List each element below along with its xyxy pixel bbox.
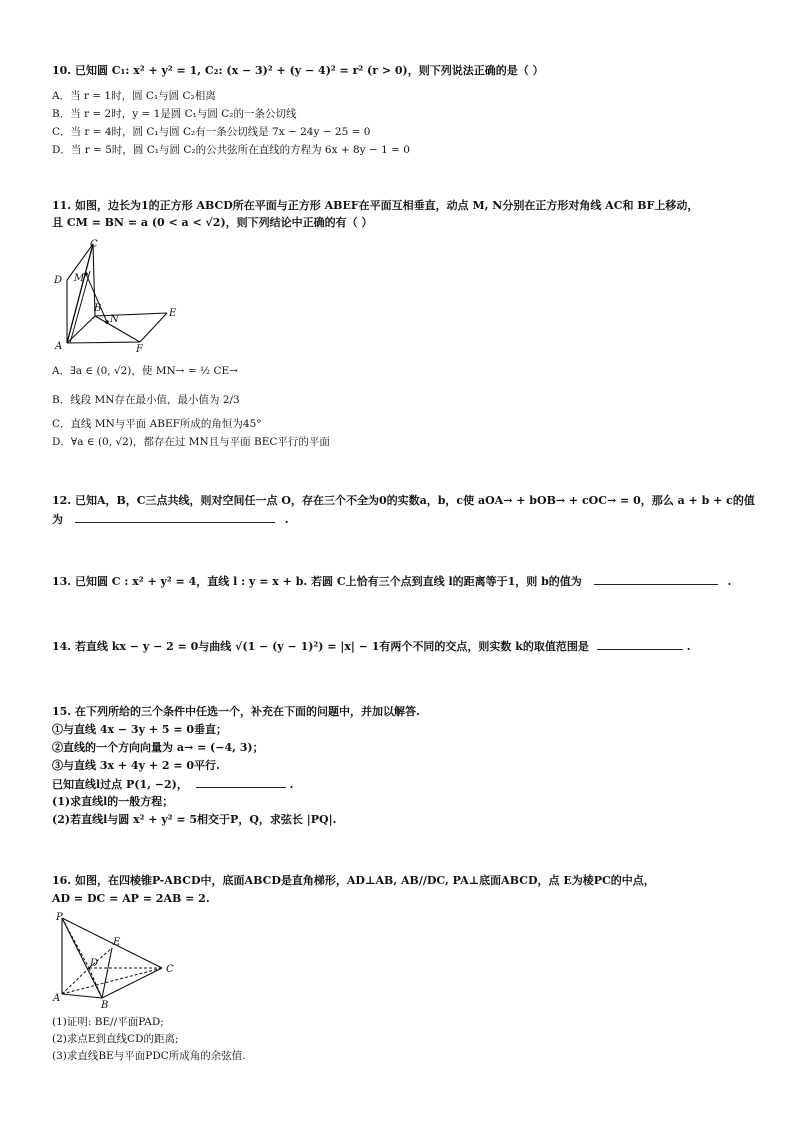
q12-prefix: 为 <box>52 513 63 526</box>
q11-diagonal-ac <box>67 244 93 343</box>
q11-segment-mn <box>86 274 107 322</box>
q12-suffix: . <box>284 513 289 526</box>
q11-figure <box>50 236 180 354</box>
q11-label-m: M <box>74 273 85 284</box>
q10-option-c: C．当 r = 4时，圆 C₁与圆 C₂有一条公切线是 7x − 24y − 25 = 0 <box>52 126 371 138</box>
q12-answer-blank[interactable] <box>75 510 275 523</box>
q16-edge-bc <box>102 968 162 998</box>
q16-label-c: C <box>166 964 174 975</box>
q11-stem-line1: 11. 如图，边长为1的正方形 ABCD所在平面与正方形 ABEF在平面互相垂直，动点 M, N分别在正方形对角线 AC和 BF上移动， <box>52 199 699 212</box>
q13-line <box>52 572 752 590</box>
q16-segment-be <box>102 948 112 998</box>
q16-label-e: E <box>113 937 121 948</box>
q15-given <box>52 775 752 793</box>
q10-stem: 10. 已知圆 C₁: x² + y² = 1, C₂: (x − 3)² + (y − 4)² = r² (r > 0)，则下列说法正确的是（ ） <box>52 64 544 77</box>
q11-label-a: A <box>55 341 63 352</box>
q11-point-n <box>105 320 109 324</box>
q13-suffix: . <box>727 575 732 588</box>
q15-sub-1: (1)求直线l的一般方程； <box>52 795 174 808</box>
q16-sub-2: (2)求点E到直线CD的距离; <box>52 1033 179 1045</box>
q16-sub-3: (3)求直线BE与平面PDC所成角的余弦值. <box>52 1050 246 1062</box>
q11-point-m <box>84 272 88 276</box>
q16-edge-ac <box>62 968 162 994</box>
q16-figure <box>52 910 184 1010</box>
q15-answer-blank[interactable] <box>196 775 286 788</box>
q15-condition-1: ①与直线 4x − 3y + 5 = 0垂直； <box>52 723 228 736</box>
q13-answer-blank[interactable] <box>594 572 718 585</box>
q14-text: 14. 若直线 kx − y − 2 = 0与曲线 √(1 − (y − 1)²) = |x| − 1有两个不同的交点，则实数 k的取值范围是 <box>52 640 589 653</box>
q16-edge-ab <box>62 994 102 998</box>
q11-label-b: B <box>94 303 102 314</box>
q12-line2 <box>52 510 752 528</box>
q11-label-c: C <box>90 239 98 250</box>
q16-label-a: A <box>53 993 61 1004</box>
q15-line1: 15. 在下列所给的三个条件中任选一个，补充在下面的问题中，并加以解答. <box>52 705 420 718</box>
q11-option-c: C．直线 MN与平面 ABEF所成的角恒为45° <box>52 418 262 430</box>
q14-line <box>52 637 752 655</box>
q16-label-p: P <box>56 912 63 923</box>
q11-label-e: E <box>169 308 177 319</box>
q11-edge-ef <box>140 313 167 342</box>
q10-option-b: B．当 r = 2时，y = 1是圆 C₁与圆 C₂的一条公切线 <box>52 108 297 120</box>
q11-label-f: F <box>136 344 143 354</box>
q16-edge-pc <box>62 918 162 968</box>
q11-option-a: A．∃a ∈ (0, √2)，使 MN→ = ½ CE→ <box>52 365 238 377</box>
q11-edge-af <box>67 342 140 343</box>
q12-line1: 12. 已知A，B，C三点共线，则对空间任一点 O，存在三个不全为0的实数a，b，c使 aOA→ + bOB→ + cOC→ = 0，那么 a + b + c的值 <box>52 494 755 507</box>
q11-label-n: N <box>110 314 119 325</box>
q15-sub-2: (2)若直线l与圆 x² + y² = 5相交于P，Q，求弦长 |PQ|. <box>52 813 337 826</box>
q15-condition-3: ③与直线 3x + 4y + 2 = 0平行. <box>52 759 220 772</box>
q16-edge-ad <box>62 968 89 994</box>
q11-option-d: D．∀a ∈ (0, √2)，都存在过 MN且与平面 BEC平行的平面 <box>52 436 330 448</box>
q13-text: 13. 已知圆 C : x² + y² = 4，直线 l : y = x + b. 若圆 C上恰有三个点到直线 l的距离等于1，则 b的值为 <box>52 575 582 588</box>
q16-label-b: B <box>101 1000 109 1010</box>
q15-given-suffix: . <box>289 778 294 791</box>
q16-edge-db <box>89 968 102 998</box>
q16-sub-1: (1)证明: BE//平面PAD; <box>52 1016 164 1028</box>
q11-edge-be <box>95 313 167 316</box>
q16-label-d: D <box>90 958 99 969</box>
q15-condition-2: ②直线的一个方向向量为 a→ = (−4, 3)； <box>52 741 264 754</box>
q11-option-b: B．线段 MN存在最小值，最小值为 2/3 <box>52 394 240 406</box>
q14-answer-blank[interactable] <box>597 637 683 650</box>
q11-stem-line2: 且 CM = BN = a (0 < a < √2)，则下列结论中正确的有（ ） <box>52 216 373 229</box>
q10-option-d: D．当 r = 5时，圆 C₁与圆 C₂的公共弦所在直线的方程为 6x + 8y − 1 = 0 <box>52 144 410 156</box>
q16-line1: 16. 如图，在四棱锥P-ABCD中，底面ABCD是直角梯形，AD⊥AB, AB//DC, PA⊥底面ABCD，点 E为棱PC的中点， <box>52 874 655 887</box>
q11-label-d: D <box>54 275 63 286</box>
q14-suffix: . <box>686 640 691 653</box>
q16-line2: AD = DC = AP = 2AB = 2. <box>52 892 210 905</box>
q15-given-text: 已知直线l过点 P(1, −2)， <box>52 778 188 791</box>
q10-option-a: A．当 r = 1时，圆 C₁与圆 C₂相离 <box>52 90 216 102</box>
